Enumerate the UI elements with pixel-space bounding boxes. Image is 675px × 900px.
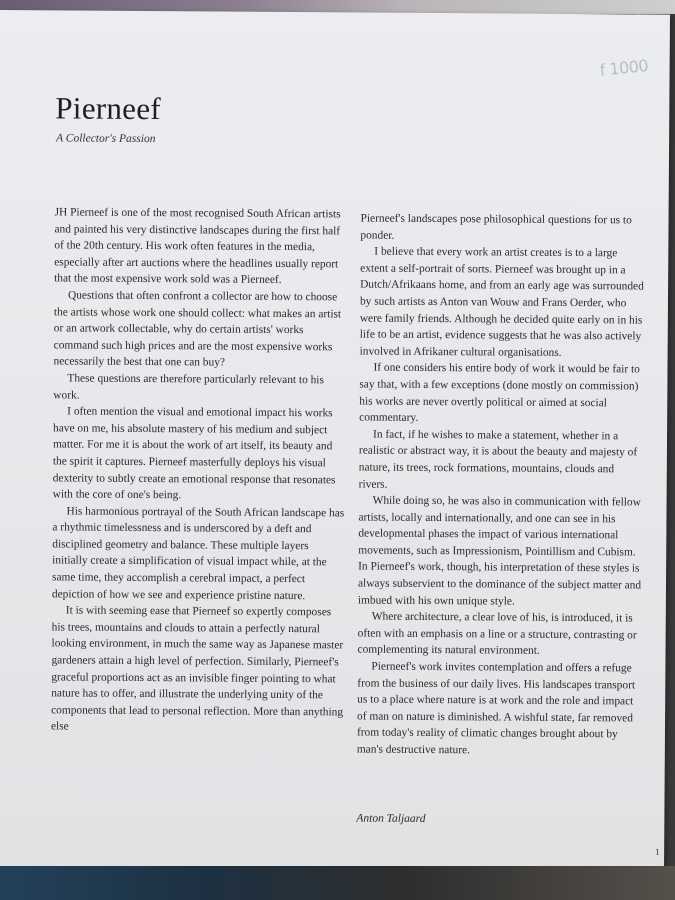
handwritten-annotation: f 1000	[598, 56, 649, 80]
author-signature: Anton Taljaard	[356, 812, 426, 825]
paragraph: It is with seeming ease that Pierneef so expertly composes his trees, mountains and clouds to attain a perfectly natural looking environment, in much the same way as Japanese master gardeners attain a high level of perfection. Similarly, Pierneef's graceful proportions act as an invisible finger pointing to what nature has to offer, and illustrate the underlying unity of the components that lead to personal reflection. More than anything else	[50, 604, 344, 733]
paragraph: I believe that every work an artist creates is to a large extent a self-portrait of sorts. Pierneef was brought up in a Dutch/Afrikaans home, and from an early age was surrounded by such artists as Anton van Wouw and Frans Oerder, who were family friends. Although he decided quite early on in his life to be an artist, evidence suggests that he was also actively involved in Afrikaner cultural organisations.	[359, 245, 644, 359]
paragraph: JH Pierneef is one of the most recognised South African artists and painted his very distinctive landscapes during the first half of the 20th century. His work often features in the media, especially after art auctions where the headlines usually report that the most expensive work sold was a Pierneef.	[54, 206, 341, 287]
right-column	[357, 211, 645, 761]
page-title: Pierneef	[55, 90, 162, 127]
paragraph: I often mention the visual and emotional impact his works have on me, his absolute mastery of his medium and subject matter. For me it is about the work of art itself, its beauty and the spirit it captures. Pierneef masterfully deploys his visual dexterity to subtly create an emotional response that resonates with the core of one's being.	[52, 405, 336, 502]
paragraph: Pierneef's work invites contemplation and offers a refuge from the business of our daily lives. His landscapes transport us to a place where nature is at work and the role and impact of man on nature is diminished. A wishful state, far removed from today's reality of climatic changes brought about by man's destructive nature.	[356, 660, 636, 757]
book-page	[0, 10, 670, 873]
left-column	[51, 204, 347, 737]
paragraph: Where architecture, a clear love of his, is introduced, it is often with an emphasis on a line or a structure, contrasting or complementing its natural environment.	[357, 610, 637, 658]
paragraph: If one considers his entire body of work it would be fair to say that, with a few exceptions (done mostly on commission) his works are never overtly political or aimed at social commentary.	[359, 361, 640, 425]
paragraph: Pierneef's landscapes pose philosophical questions for us to ponder.	[360, 212, 632, 242]
paragraph: While doing so, he was also in communication with fellow artists, locally and internationally, and one can see in his developmental phases the impact of various international movements, such as Impressionism, Pointillism and Cubism. In Pierneef's work, though, his interpretation of these styles is always subservient to the dominance of the subject matter and imbued with his own unique style.	[357, 494, 642, 608]
paragraph: His harmonious portrayal of the South African landscape has a rhythmic timelessness and is underscored by a deft and disciplined geometry and balance. These multiple layers initially create a simplification of visual impact while, at the same time, they accomplish a cerebral impact, a perfect depiction of how we see and experience pristine nature.	[51, 505, 345, 602]
paragraph: Questions that often confront a collector are how to choose the artists whose work one should collect: what makes an artist or an artwork collectable, why do certain artists' works command such high prices and are the most expensive works necessarily the best that one can buy?	[53, 289, 342, 369]
background-bottom	[0, 866, 675, 900]
paragraph: In fact, if he wishes to make a statement, whether in a realistic or abstract way, it is about the beauty and majesty of nature, its trees, rock formations, mountains, clouds and rivers.	[358, 428, 638, 491]
page-number: 1	[655, 846, 660, 857]
paragraph: These questions are therefore particularly relevant to his work.	[53, 372, 324, 402]
page-subtitle: A Collector's Passion	[56, 132, 156, 146]
